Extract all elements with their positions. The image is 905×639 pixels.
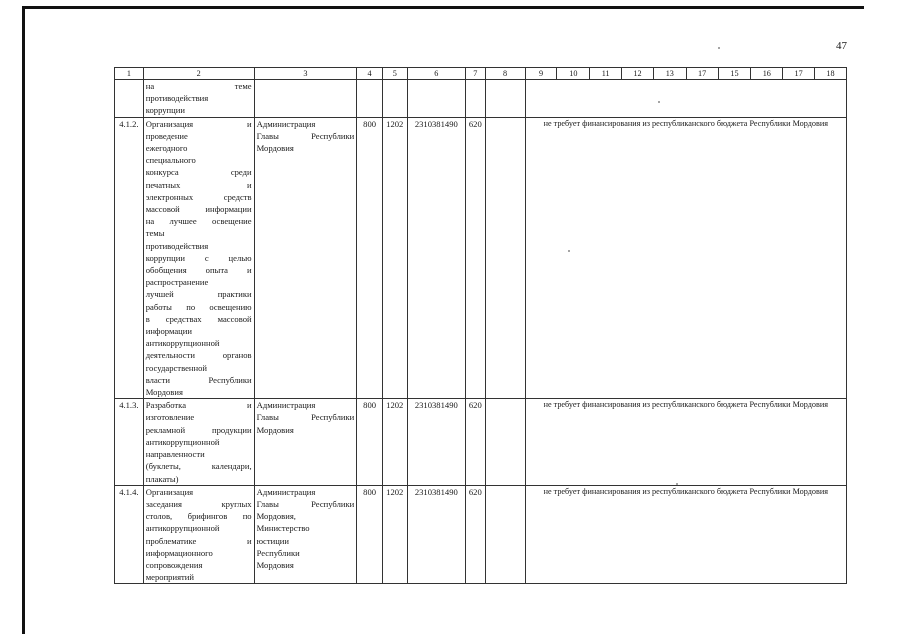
- text-line: Республики: [256, 547, 300, 558]
- column-number: 5: [382, 68, 407, 80]
- text-line: проблематике и: [145, 535, 252, 546]
- text-line: лучшей практики: [145, 289, 252, 300]
- text-line: антикоррупционной: [145, 436, 220, 447]
- text-line: государственной: [145, 362, 207, 373]
- financing-note: не требует финансирования из республиканского бюджета Республики Мордовия: [525, 399, 846, 485]
- scan-edge-left: [22, 6, 25, 634]
- item-number: 4.1.2.: [115, 117, 144, 399]
- text-line: Организация: [145, 486, 194, 497]
- column-8: [485, 80, 525, 118]
- financing-note: не требует финансирования из республиканского бюджета Республики Мордовия: [525, 485, 846, 584]
- text-line: столов, брифингов по: [145, 511, 252, 522]
- item-number: [115, 80, 144, 118]
- budget-code-grbs: 800: [357, 485, 383, 584]
- column-number: 3: [254, 68, 357, 80]
- item-executor: [254, 399, 357, 485]
- text-line: в средствах массовой: [145, 313, 252, 324]
- text-line: распространение: [145, 277, 209, 288]
- text-line: Администрация: [256, 400, 316, 411]
- text-line: электронных средств: [145, 191, 252, 202]
- text-line: антикоррупционной: [145, 523, 220, 534]
- column-number: 16: [751, 68, 783, 80]
- text-line: массовой информации: [145, 204, 252, 215]
- text-line: проведение: [145, 130, 188, 141]
- text-line: направленности: [145, 449, 205, 460]
- table-row: [115, 80, 847, 118]
- budget-code-section: 1202: [382, 399, 407, 485]
- budget-code-grbs: 800: [357, 117, 383, 399]
- column-8: [485, 485, 525, 584]
- text-line: коррупции с целью: [145, 252, 252, 263]
- text-line: противодействия: [145, 240, 209, 251]
- text-line: обобщения опыта и: [145, 265, 252, 276]
- text-line: Мордовия: [256, 143, 294, 154]
- column-number: 8: [485, 68, 525, 80]
- table-row: [115, 399, 847, 485]
- item-executor: [254, 80, 357, 118]
- column-8: [485, 399, 525, 485]
- item-description: [143, 399, 254, 485]
- budget-code-target: 2310381490: [407, 399, 466, 485]
- table-row: [115, 117, 847, 399]
- text-line: коррупции: [145, 105, 185, 116]
- column-number: 15: [718, 68, 751, 80]
- text-line: Главы Республики: [256, 130, 355, 141]
- budget-code-section: [382, 80, 407, 118]
- column-number: 13: [653, 68, 686, 80]
- text-line: конкурса среди: [145, 167, 252, 178]
- column-8: [485, 117, 525, 399]
- text-line: работы по освещению: [145, 301, 252, 312]
- table-row: [115, 485, 847, 584]
- text-line: Разработка и: [145, 400, 252, 411]
- column-number: 11: [590, 68, 622, 80]
- column-number: 17: [783, 68, 815, 80]
- text-line: Министерство: [256, 523, 310, 534]
- text-line: информации: [145, 326, 192, 337]
- column-number-row: [115, 68, 847, 80]
- scan-speck: [568, 250, 570, 252]
- text-line: плакаты): [145, 473, 179, 484]
- text-line: на лучшее освещение: [145, 216, 252, 227]
- item-executor: [254, 485, 357, 584]
- text-line: печатных и: [145, 179, 252, 190]
- budget-code-target: 2310381490: [407, 485, 466, 584]
- budget-code-section: 1202: [382, 485, 407, 584]
- text-line: Мордовия: [256, 424, 294, 435]
- scan-speck: [658, 101, 660, 103]
- text-line: (буклеты, календари,: [145, 461, 252, 472]
- item-number: 4.1.4.: [115, 485, 144, 584]
- column-number: 17: [686, 68, 718, 80]
- text-line: информационного: [145, 547, 213, 558]
- text-line: рекламной продукции: [145, 424, 252, 435]
- text-line: темы: [145, 228, 165, 239]
- text-line: деятельности органов: [145, 350, 252, 361]
- text-line: Мордовия: [256, 559, 294, 570]
- financing-note: не требует финансирования из республиканского бюджета Республики Мордовия: [525, 117, 846, 399]
- budget-code-type: 620: [466, 117, 486, 399]
- column-number: 7: [466, 68, 486, 80]
- text-line: специального: [145, 155, 196, 166]
- scan-edge-top: [22, 6, 864, 9]
- column-number: 2: [143, 68, 254, 80]
- item-description: [143, 117, 254, 399]
- item-executor: [254, 117, 357, 399]
- text-line: Мордовия,: [256, 511, 296, 522]
- text-line: Главы Республики: [256, 412, 355, 423]
- text-line: Мордовия: [145, 387, 183, 398]
- budget-code-target: [407, 80, 466, 118]
- text-line: Главы Республики: [256, 498, 355, 509]
- column-number: 4: [357, 68, 383, 80]
- item-description: [143, 485, 254, 584]
- text-line: Организация и: [145, 118, 252, 129]
- text-line: юстиции: [256, 535, 289, 546]
- column-number: 18: [815, 68, 847, 80]
- budget-code-section: 1202: [382, 117, 407, 399]
- budget-code-type: [466, 80, 486, 118]
- budget-code-grbs: [357, 80, 383, 118]
- text-line: Администрация: [256, 486, 316, 497]
- budget-code-target: 2310381490: [407, 117, 466, 399]
- financing-note: [525, 80, 846, 118]
- budget-code-type: 620: [466, 485, 486, 584]
- text-line: ежегодного: [145, 143, 188, 154]
- text-line: власти Республики: [145, 374, 252, 385]
- column-number: 12: [622, 68, 654, 80]
- text-line: заседания круглых: [145, 498, 252, 509]
- column-number: 9: [525, 68, 557, 80]
- text-line: Администрация: [256, 118, 316, 129]
- budget-code-type: 620: [466, 399, 486, 485]
- column-number: 1: [115, 68, 144, 80]
- text-line: противодействия: [145, 93, 209, 104]
- budget-code-grbs: 800: [357, 399, 383, 485]
- text-line: изготовление: [145, 412, 195, 423]
- page-number: 47: [836, 40, 847, 52]
- item-number: 4.1.3.: [115, 399, 144, 485]
- text-line: мероприятий: [145, 572, 194, 583]
- scan-speck: [718, 47, 720, 49]
- item-description: [143, 80, 254, 118]
- text-line: на теме: [145, 81, 252, 91]
- text-line: сопровождения: [145, 559, 203, 570]
- program-table: [114, 67, 847, 584]
- text-line: антикоррупционной: [145, 338, 220, 349]
- column-number: 6: [407, 68, 466, 80]
- scan-speck: [676, 483, 678, 485]
- column-number: 10: [557, 68, 590, 80]
